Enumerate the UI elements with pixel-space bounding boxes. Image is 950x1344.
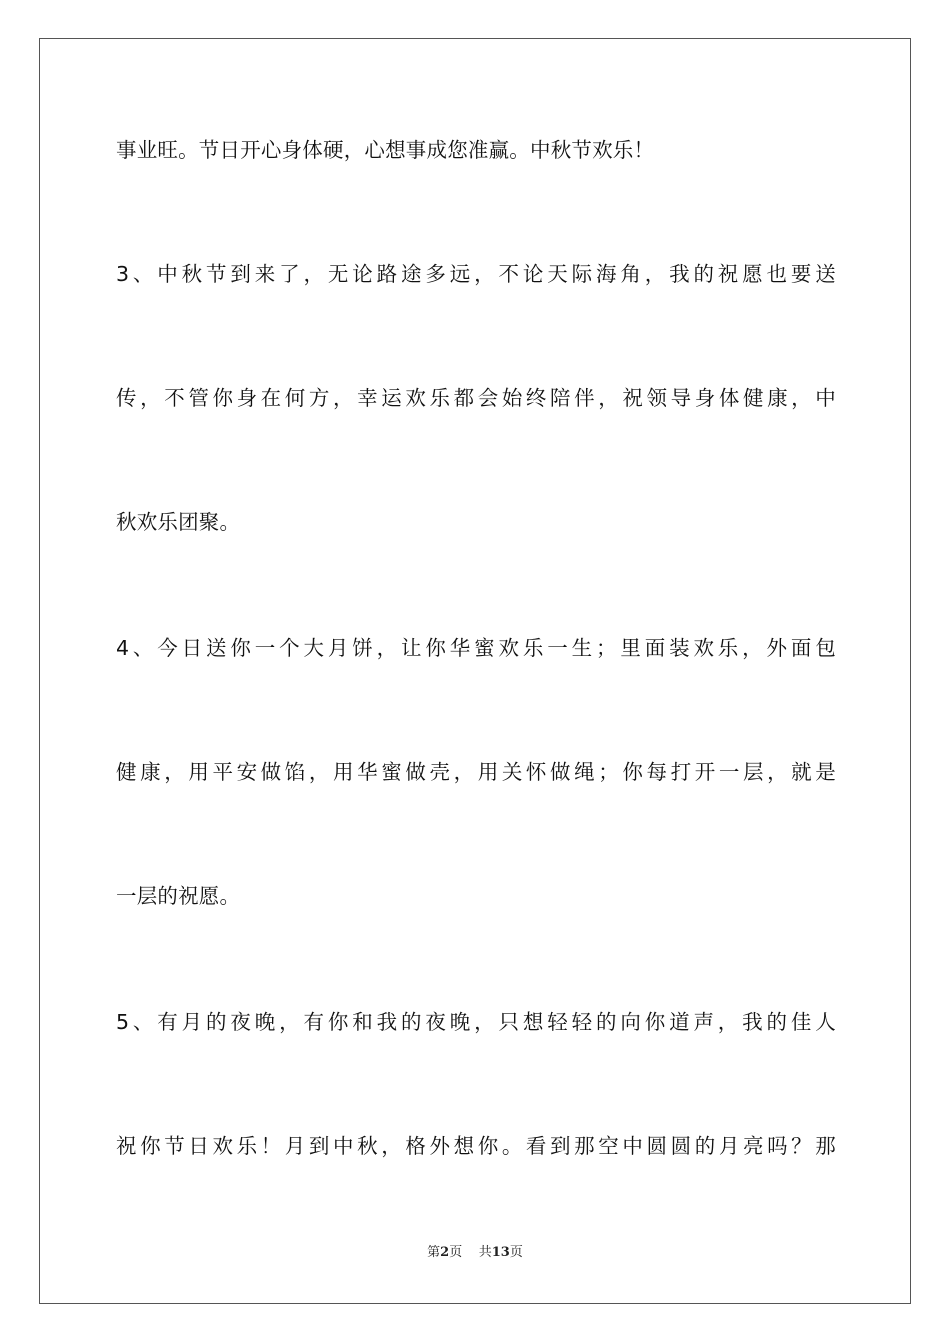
text-line-5: 4、今日送你一个大月饼，让你华蜜欢乐一生；里面装欢乐，外面包: [116, 636, 836, 660]
total-prefix: 共: [478, 1245, 492, 1260]
text-line-7: 一层的祝愿。: [116, 884, 241, 908]
page-border: [39, 38, 911, 1304]
text-line-8: 5、有月的夜晚，有你和我的夜晚，只想轻轻的向你道声，我的佳人: [116, 1010, 836, 1034]
text-line-3: 传，不管你身在何方，幸运欢乐都会始终陪伴，祝领导身体健康，中: [116, 386, 836, 410]
page-number: 2: [440, 1245, 450, 1260]
page-suffix: 页: [449, 1245, 463, 1260]
page-prefix: 第: [427, 1245, 441, 1260]
text-line-2: 3、中秋节到来了，无论路途多远，不论天际海角，我的祝愿也要送: [116, 262, 836, 286]
text-line-4: 秋欢乐团聚。: [116, 510, 241, 534]
total-pages: 13: [491, 1245, 510, 1260]
total-suffix: 页: [509, 1245, 523, 1260]
text-line-1: 事业旺。节日开心身体硬，心想事成您准赢。中秋节欢乐！: [116, 138, 655, 162]
text-line-6: 健康，用平安做馅，用华蜜做壳，用关怀做绳；你每打开一层，就是: [116, 760, 836, 784]
page-footer: [0, 1244, 950, 1262]
text-line-9: 祝你节日欢乐！月到中秋，格外想你。看到那空中圆圆的月亮吗？那: [116, 1134, 836, 1158]
